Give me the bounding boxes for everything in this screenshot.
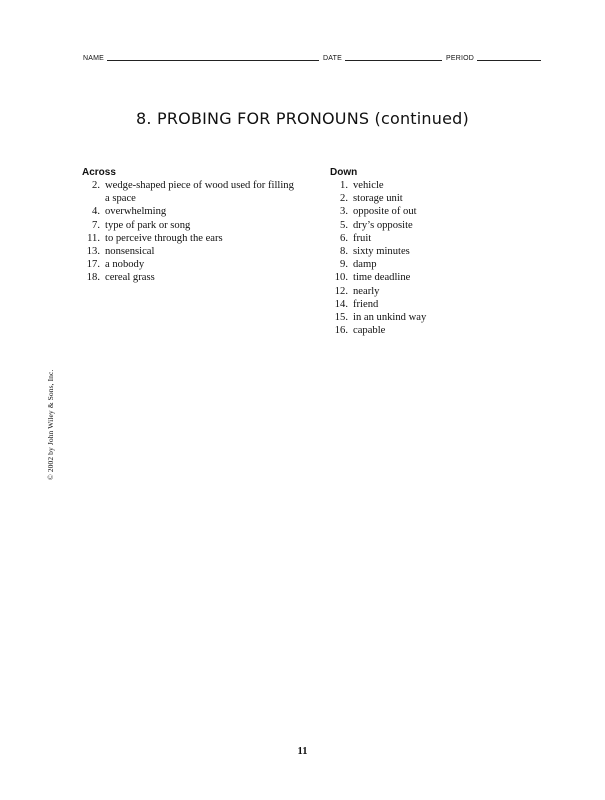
clue-text: type of park or song — [105, 219, 191, 231]
clue-text: to perceive through the ears — [105, 232, 223, 244]
clue-text: fruit — [353, 232, 372, 244]
clue-item — [330, 205, 490, 218]
clue-number: 3. — [340, 206, 348, 218]
clue-text: capable — [353, 325, 386, 337]
clue-item — [82, 232, 297, 245]
clue-text: storage unit — [353, 193, 403, 205]
clue-text: wedge-shaped piece of wood used for filling a space — [105, 180, 294, 205]
clue-number: 11. — [87, 232, 100, 244]
clue-item — [330, 298, 490, 311]
clue-number: 14. — [334, 298, 348, 310]
clue-item — [330, 324, 490, 337]
name-label: NAME — [83, 55, 105, 62]
clue-number: 2. — [340, 193, 348, 205]
period-label: PERIOD — [445, 55, 475, 62]
clue-item — [330, 179, 490, 192]
clue-number: 7. — [92, 219, 100, 231]
page-number: 11 — [297, 746, 308, 757]
clue-item — [82, 245, 297, 258]
clue-item — [330, 311, 490, 324]
date-label: DATE — [323, 55, 342, 62]
clue-text: sixty minutes — [353, 246, 410, 258]
clue-item — [330, 271, 490, 284]
clue-item — [330, 232, 490, 245]
clue-item — [330, 285, 490, 298]
page-title: 8. PROBING FOR PRONOUNS (continued) — [136, 109, 469, 128]
clue-text: time deadline — [353, 272, 411, 284]
clue-text: vehicle — [353, 180, 384, 191]
clue-text: dry’s opposite — [353, 219, 413, 231]
clue-text: nearly — [353, 285, 380, 297]
clue-text: overwhelming — [105, 206, 167, 218]
name-blank — [107, 54, 319, 61]
clue-text: friend — [353, 298, 379, 310]
clue-item — [330, 258, 490, 271]
clue-text: cereal grass — [105, 272, 155, 284]
clue-item — [330, 219, 490, 232]
clue-number: 8. — [340, 246, 348, 258]
clue-number: 16. — [334, 325, 348, 337]
clue-text: a nobody — [105, 259, 145, 271]
clue-number: 2. — [92, 180, 100, 191]
down-clue-list — [330, 179, 490, 337]
clue-item — [330, 245, 490, 258]
across-heading: Across — [82, 167, 116, 178]
clue-number: 10. — [334, 272, 348, 284]
clue-text: in an unkind way — [353, 312, 427, 324]
clue-number: 1. — [340, 180, 348, 191]
clue-item — [82, 205, 297, 218]
clue-item — [82, 258, 297, 271]
clue-item — [82, 219, 297, 232]
clue-number: 15. — [334, 312, 348, 324]
clue-item — [82, 271, 297, 284]
clue-number: 13. — [86, 246, 100, 258]
clue-number: 4. — [92, 206, 100, 218]
clue-text: opposite of out — [353, 206, 417, 218]
clue-number: 12. — [334, 285, 348, 297]
down-clues — [330, 166, 490, 337]
across-clues — [82, 166, 297, 285]
clue-text: damp — [353, 259, 377, 271]
clue-item — [82, 179, 297, 205]
across-clue-list — [82, 179, 297, 285]
period-blank — [477, 54, 541, 61]
clue-text: nonsensical — [105, 246, 155, 258]
date-blank — [345, 54, 442, 61]
clue-number: 5. — [340, 219, 348, 231]
down-heading: Down — [330, 167, 358, 178]
clue-item — [330, 192, 490, 205]
student-info-line — [83, 54, 553, 62]
clue-number: 9. — [340, 259, 348, 271]
clue-number: 17. — [86, 259, 100, 271]
copyright-notice: © 2002 by John Wiley & Sons, Inc. — [46, 369, 55, 480]
clue-number: 18. — [86, 272, 100, 284]
clue-number: 6. — [340, 232, 348, 244]
